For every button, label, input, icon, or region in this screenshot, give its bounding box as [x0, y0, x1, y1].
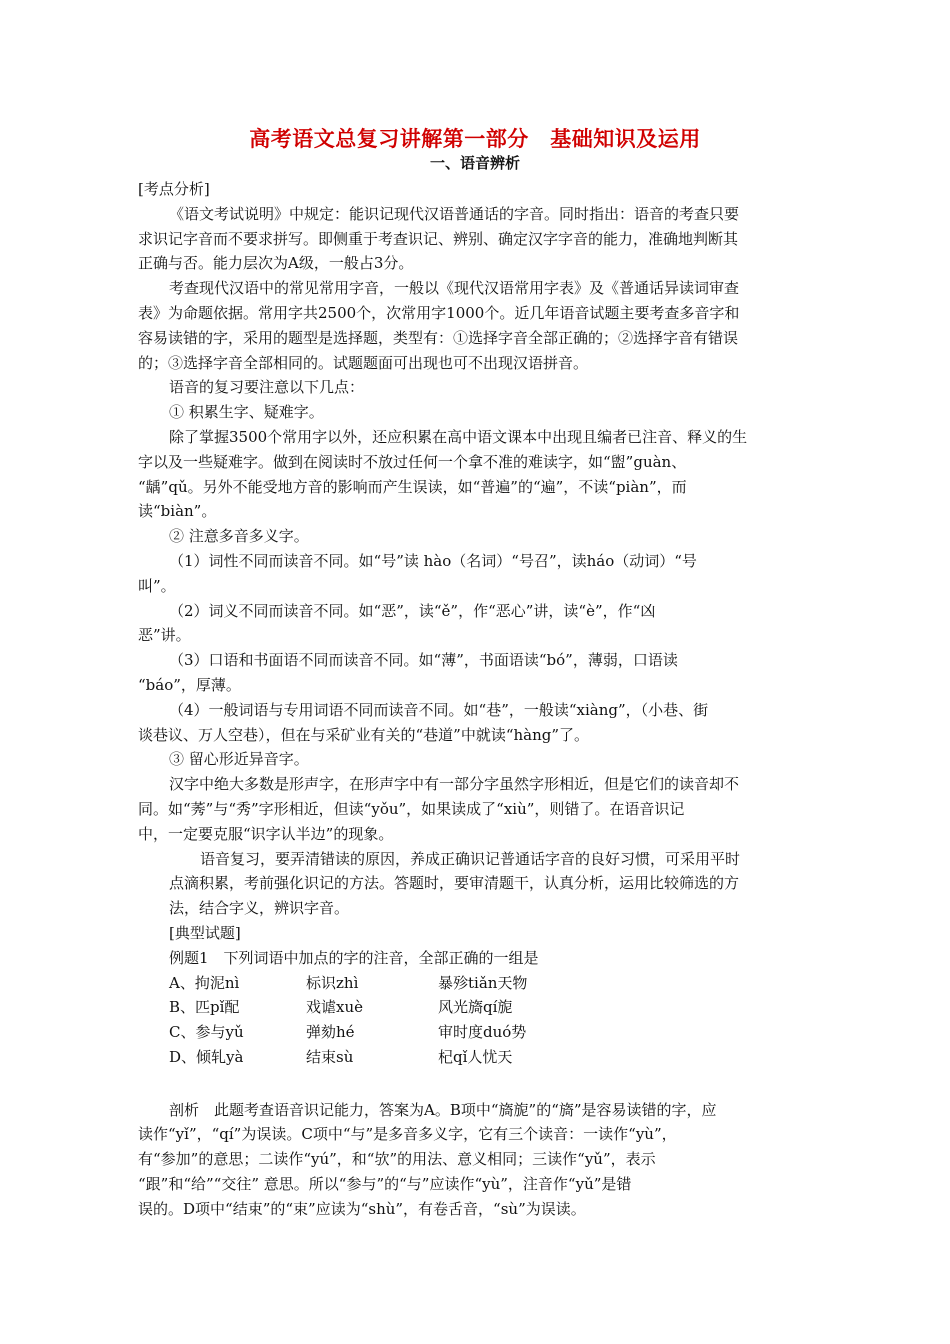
text-line: （1）词性不同而读音不同。如“号”读 hào（名词）“号召”，读háo（动词）“号 [169, 551, 697, 570]
answer-option-term: 杞qǐ人忧天 [438, 1047, 513, 1066]
text-line: 叫”。 [138, 576, 176, 595]
text-line: 正确与否。能力层次为A级，一般占3分。 [138, 254, 414, 273]
answer-option-term: C、参与yǔ [169, 1023, 244, 1042]
text-line: ① 积累生字、疑难字。 [169, 403, 324, 422]
analysis-line: 有“参加”的意思；二读作“yú”，和“欤”的用法、意义相同；三读作“yǔ”，表示 [138, 1150, 656, 1169]
text-line: （4）一般词语与专用词语不同而读音不同。如“巷”，一般读“xiàng”，（小巷、街 [169, 700, 709, 719]
answer-option-term: 审时度duó势 [438, 1023, 527, 1042]
analysis-line: “跟”和“给”“交往” 意思。所以“参与”的“与”应读作“yù”，注音作“yǔ”是错 [138, 1175, 632, 1194]
text-line: 同。如“莠”与“秀”字形相近，但读“yǒu”，如果读成了“xiù”，则错了。在语音识记 [138, 799, 685, 818]
text-line: 除了掌握3500个常用字以外，还应积累在高中语文课本中出现且编者已注音、释义的生 [169, 427, 748, 446]
text-line: 表》为命题依据。常用字共2500个，次常用字1000个。近几年语音试题主要考查多音字和 [138, 303, 740, 322]
answer-option-row [138, 995, 816, 1020]
answer-option-row [138, 971, 816, 996]
section-heading: 一、语音辨析 [429, 154, 520, 172]
analysis-line: 读作“yǐ”，“qí”为误读。C项中“与”是多音多义字，它有三个读音：一读作“yù”， [138, 1125, 677, 1144]
text-line: ③ 留心形近异音字。 [169, 750, 309, 769]
text-line: 恶”讲。 [138, 626, 191, 645]
text-line: 语音的复习要注意以下几点： [169, 378, 365, 397]
answer-option-term: 标识zhì [306, 973, 359, 992]
answer-option-term: A、拘泥nì [169, 973, 240, 992]
text-line: 《语文考试说明》中规定：能识记现代汉语普通话的字音。同时指出：语音的考查只要 [169, 204, 740, 223]
text-line: 例题1 下列词语中加点的字的注音，全部正确的一组是 [169, 948, 539, 967]
analysis-line: 误的。D项中“结束”的“束”应读为“shù”，有卷舌音，“sù”为误读。 [138, 1199, 586, 1218]
answer-option-term: B、匹pǐ配 [169, 998, 240, 1017]
answer-option-term: D、倾轧yà [169, 1047, 244, 1066]
text-line: 点滴积累，考前强化识记的方法。答题时，要审清题干，认真分析，运用比较筛选的方 [169, 874, 740, 893]
answer-option-term: 风光旖qí旎 [438, 998, 513, 1017]
text-line: 法，结合字义，辨识字音。 [169, 899, 350, 918]
text-line: “báo”，厚薄。 [138, 675, 241, 694]
answer-option-term: 弹劾hé [306, 1023, 355, 1042]
text-line: （3）口语和书面语不同而读音不同。如“薄”，书面语读“bó”，薄弱，口语读 [169, 651, 678, 670]
text-line: [典型试题] [169, 923, 241, 942]
text-line: 容易读错的字，采用的题型是选择题，类型有：①选择字音全部正确的；②选择字音有错误 [138, 328, 739, 347]
text-line: （2）词义不同而读音不同。如“恶”，读“ě”，作“恶心”讲，读“è”，作“凶 [169, 601, 656, 620]
text-line: 字以及一些疑难字。做到在阅读时不放过任何一个拿不准的难读字，如“盥”guàn、 [138, 452, 687, 471]
text-line: 语音复习，要弄清错读的原因，养成正确识记普通话字音的良好习惯，可采用平时 [200, 849, 741, 868]
answer-option-term: 戏谑xuè [306, 998, 363, 1017]
text-line: 求识记字音而不要求拼写。即侧重于考查识记、辨别、确定汉字字音的能力，准确地判断其 [138, 229, 739, 248]
document-body [138, 177, 816, 1222]
analysis-line: 剖析 此题考查语音识记能力，答案为A。B项中“旖旎”的“旖”是容易读错的字，应 [169, 1100, 717, 1119]
text-line: 的；③选择字音全部相同的。试题题面可出现也可不出现汉语拼音。 [138, 353, 589, 372]
text-line: [考点分析] [138, 180, 210, 198]
spacer [138, 1070, 816, 1098]
text-line: “龋”qǔ。另外不能受地方音的影响而产生误读，如“普遍”的“遍”，不读“piàn”，而 [138, 477, 687, 496]
answer-option-term: 暴殄tiǎn天物 [438, 973, 528, 992]
text-line: 谈巷议、万人空巷），但在与采矿业有关的“巷道”中就读“hàng”了。 [138, 725, 590, 744]
text-line: 考查现代汉语中的常见常用字音，一般以《现代汉语常用字表》及《普通话异读词审查 [169, 279, 740, 298]
text-line: 中，一定要克服“识字认半边”的现象。 [138, 824, 394, 843]
text-line: 汉字中绝大多数是形声字，在形声字中有一部分字虽然字形相近，但是它们的读音却不 [169, 775, 740, 794]
document-title: 高考语文总复习讲解第一部分 基础知识及运用 [249, 127, 701, 151]
answer-option-term: 结束sù [306, 1047, 354, 1066]
text-line: 读“biàn”。 [138, 502, 217, 521]
answer-option-row [138, 1045, 816, 1070]
answer-option-row [138, 1020, 816, 1045]
text-line: ② 注意多音多义字。 [169, 527, 309, 546]
